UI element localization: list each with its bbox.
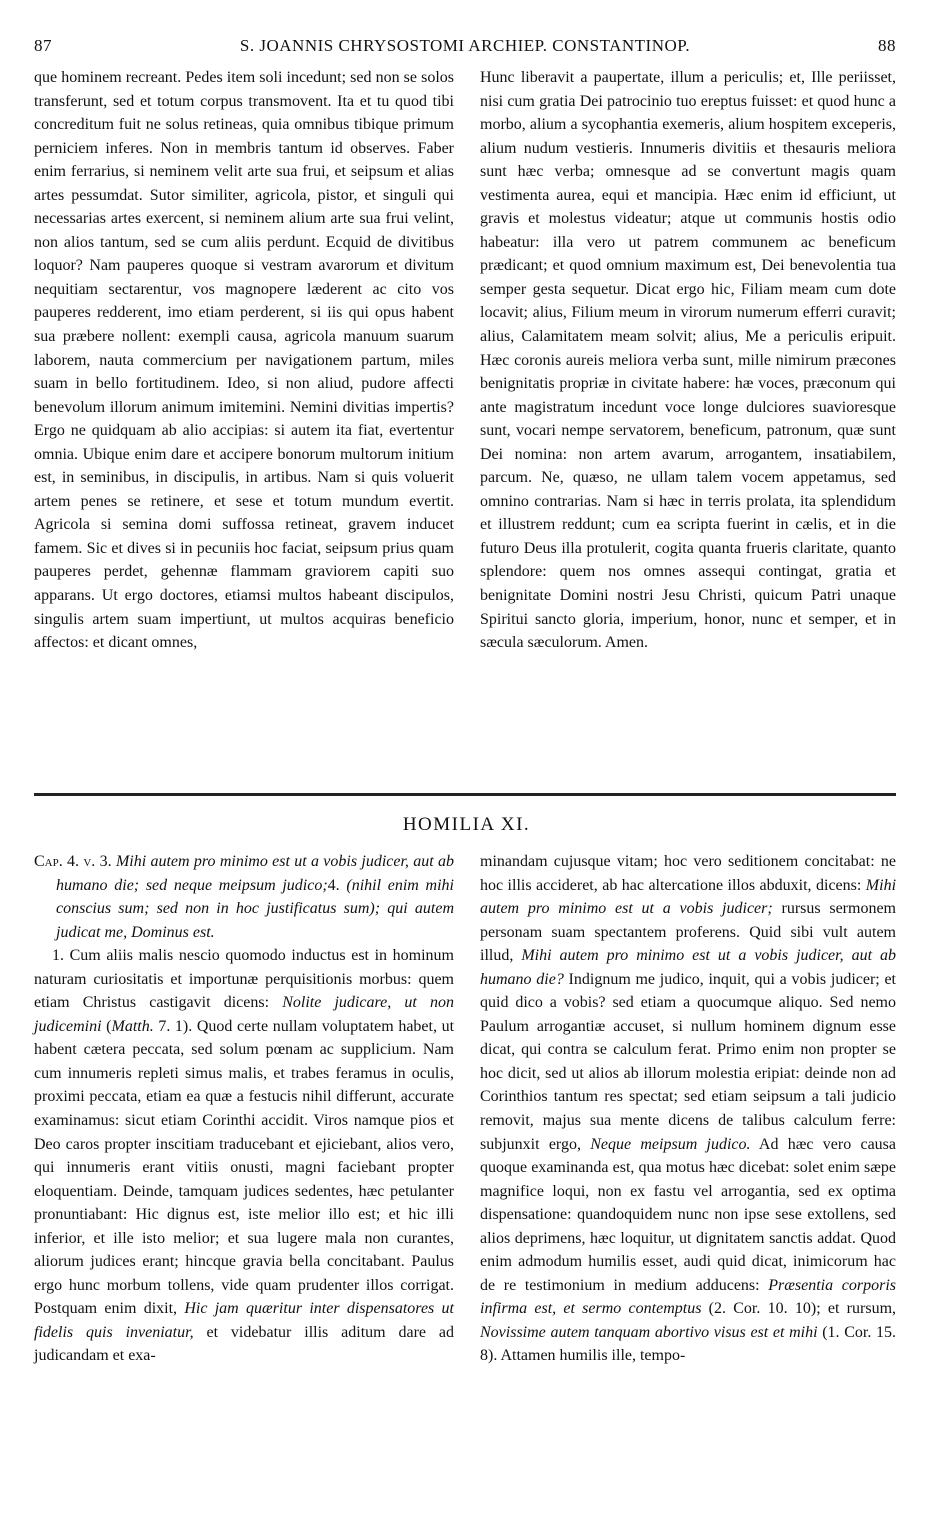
text-run: 1. Cum aliis malis nescio quomodo inductus est in hominum naturam curiositatis et importunæ perquisitionis morbus: quem etiam Christus castigavit dicens: bbox=[34, 947, 454, 1012]
chapter-label: Cap. 4. v. 3. bbox=[34, 853, 112, 870]
quotation: Nolite judicare, ut non judicemini bbox=[34, 994, 454, 1035]
quotation: Præsentia corporis infirma est, et sermo contemptus bbox=[480, 1276, 896, 1318]
running-header bbox=[34, 36, 896, 60]
text-run: rursus sermonem personam suam spectantem proferens. Quid sibi vult autem illud, bbox=[480, 900, 897, 965]
scripture-text: Mihi autem pro minimo est ut a vobis judicer, aut ab humano die; sed neque meipsum judico; bbox=[56, 853, 454, 894]
quotation: Neque meipsum judico. bbox=[590, 1135, 751, 1153]
homily-heading: HOMILIA XI. bbox=[402, 814, 531, 835]
scripture-text: qui autem judicat me, Dominus est. bbox=[56, 900, 455, 941]
text-run: Ad hæc vero causa quoque examinanda est, qua motus hæc dicebat: solet enim sæpe magnifice loqui, non ex fastu vel arrogantia, sed ex optima dispensatione: quandoquidem nunc non ipse sese extollens, sed alios deprimens, hæc loquitur, ut dignitatem sanctis addat. Quod enim admodum humilis esset, audi quid dicat, inimicorum hac de re testimonium in medium adducens: bbox=[480, 1135, 896, 1294]
page-number-left: 87 bbox=[34, 36, 52, 55]
quotation: Hic jam quæritur inter dispensatores ut fidelis quis inveniatur, bbox=[34, 1300, 455, 1341]
citation-number: 7. 1). bbox=[158, 1017, 193, 1035]
section-divider bbox=[34, 793, 896, 796]
column-bottom-left bbox=[34, 850, 454, 1368]
quotation: Mihi autem pro minimo est ut a vobis judicer, aut ab humano die? bbox=[480, 947, 897, 988]
paragraph: que hominem recreant. Pedes item soli incedunt; sed non se solos transferunt, sed et totum corpus transmovent. Ita et tu quod tibi concreditum fuit ne solus retineas, quia omnibus tibique primum perniciem inferes. Non in membris tantum id observes. Faber enim ferrarius, si neminem velit arte sua frui, et seipsum et alias artes pessumdat. Sutor similiter, agricola, pistor, et singuli qui necessarias artes exercent, si neminem alium arte sua frui velint, non alios tantum, sed se cum aliis perdunt. Ecquid de divitibus loquor? Nam pauperes quoque si vestram avarorum et divitum nequitiam sectarentur, vos magnopere læderent ac cito vos pauperes redderent, imo etiam perderent, si iis qui opus habent sua præbere nollent: exempli causa, agricola manuum suarum laborem, nauta commercium per navigationem partum, miles suam in bello fortitudinem. Ideo, si non aliud, pudore affecti benevolum illorum animum imitemini. Nemini divitias impertis? Ergo ne quidquam ab alio accipias: si autem ita fiat, evertentur omnia. Ubique enim dare et accipere bonorum multorum initium est, in seminibus, in discipulis, in artibus. Nam si quis voluerit artem penes se retinere, et sese et totum mundum evertit. Agricola si semina domi suffossa retineat, gravem inducet famem. Sic et dives si in pecuniis hoc faciat, seipsum prius quam pauperes perdet, gehennæ flammam graviorem capiti suo apparans. Ut ergo doctores, etiamsi multos habeant discipulos, singulis artem suam impertiunt, ut multos acquiras beneficio affectos: et dicant omnes, bbox=[34, 69, 454, 652]
quotation: Mihi autem pro minimo est ut a vobis judicer; bbox=[480, 876, 897, 918]
citation: Matth. bbox=[111, 1017, 154, 1035]
page-number-right: 88 bbox=[878, 36, 896, 55]
column-top-right bbox=[480, 66, 896, 655]
text-run: Quod certe nullam voluptatem habet, ut habent cætera peccata, sed solum pœnam ac supplicium. Nam cum innumeris repleti simus malis, et trabes feramus in oculis, proximi peccata, etiam ea quæ a festucis nihil differunt, accurate examinamus: sicut etiam Corinthi accidit. Viros namque pios et Deo caros propter inscitiam traducebant et ejiciebant, alios vero, qui innumeris erant vitiis onusti, magni faciebant propter eloquentiam. Deinde, tamquam judices sedentes, hæc petulanter pronuntiabant: Hic dignus est, iste melior illo est; et hic illi inferior, et ille isto melior; et sua lugere mala non curantes, aliorum judices erant; hincque gravia bella concitabant. Paulus ergo hunc morbum tollens, vide quam prudenter illos corrigat. Postquam enim dixit, bbox=[34, 1017, 455, 1318]
verse-number: 4. bbox=[327, 876, 340, 894]
paragraph: Hunc liberavit a paupertate, illum a periculis; et, Ille periisset, nisi cum gratia Dei patrocinio tuo ereptus fuisset: et quod hunc a morbo, alium a sycophantia exemeris, alium hospitem exceperis, alium nudum vestieris. Innumeris divitiis et thesauris meliora sunt hæc verba; omnesque ad se convertunt magis quam vestimenta aurea, equi et mancipia. Hæc enim id efficiunt, ut gravis et molestus videatur; atque ut communis hostis odio habeatur: illa vero ut patrem communem ac beneficum prædicant; et quod omnium maximum est, Dei benevolentia tua semper gesta sequetur. Dicat ergo hic, Filiam meam cum dote locavit; alius, Filium meum in virorum numerum efferri curavit; alius, Calamitatem meam solvit; alius, Me a periculis eripuit. Hæc coronis aureis meliora verba sunt, mille nimirum præcones benignitatis propriæ in civitate habere: hæ voces, præconum qui ante magistratum incedunt voce longe dulciores suavioresque sunt, vocari nempe servatorem, beneficum, patronum, quæ sunt Dei nomina: non artem avarum, arrogantem, insatiabilem, parcum. Ne, quæso, ne ullam talem vocem appetamus, sed omnino contrarias. Nam si hæc in terris prolata, ita splendidum et illustrem reddunt; cum ea scripta fuerint in cælis, et in die futuro Deus illa protulerit, cogita quanta frueris claritate, quanto splendore: quem nos omnes assequi contingat, gratia et benignitate Domini nostri Jesu Christi, quicum Patri unaque Spiritui sancto gloria, imperium, honor, nunc et semper, et in sæcula sæculorum. Amen. bbox=[480, 69, 896, 652]
text-run: minandam cujusque vitam; hoc vero seditionem concitabat: ne hoc illis accideret, ab hac altercatione illos abduxit, dicens: bbox=[480, 853, 896, 894]
citation: (2. Cor. 10. 10); et rursum, bbox=[708, 1300, 897, 1318]
citation: (1. Cor. 15. 8). Attamen humilis ille, tempo- bbox=[480, 1323, 897, 1365]
text-run: ( bbox=[106, 1017, 112, 1035]
paragraph bbox=[34, 944, 454, 1368]
text-run: et videbatur illis aditum dare ad judicandam et exa- bbox=[34, 1323, 455, 1365]
quotation: Novissime autem tanquam abortivo visus est et mihi bbox=[480, 1323, 818, 1341]
scripture-text: (nihil enim mihi conscius sum; sed non in hoc justificatus sum); bbox=[56, 876, 454, 918]
column-bottom-right bbox=[480, 850, 896, 1368]
column-top-left bbox=[34, 66, 454, 655]
scripture-heading bbox=[34, 850, 454, 944]
text-run: Indignum me judico, inquit, qui a vobis judicer; et quid dico a vobis? sed etiam a quocumque aliquo. Sed nemo Paulum arrogantiæ accuset, si nullum hominem dignum esse dicat, qui contra se calculum ferat. Primo enim non propter se hoc dicit, sed ut alios ab illorum molestia eripiat: deinde non ad Corinthios tantum res spectat; sed etiam seipsum a tali judicio removit, majus sua mente dicens de talibus calculum ferre: subjunxit ergo, bbox=[480, 970, 896, 1153]
running-title: S. JOANNIS CHRYSOSTOMI ARCHIEP. CONSTANTINOP. bbox=[239, 36, 691, 55]
paragraph bbox=[480, 850, 896, 1368]
